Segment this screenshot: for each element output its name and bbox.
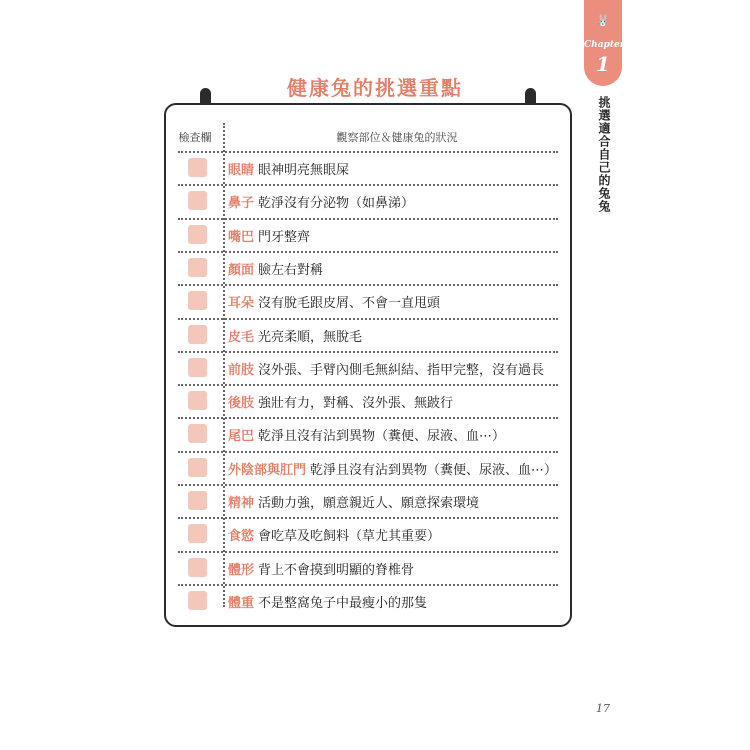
row-label — [228, 292, 440, 311]
body-part: 後肢 — [228, 396, 255, 412]
row-label — [228, 192, 414, 211]
body-part: 精神 — [228, 496, 255, 511]
health-condition: 門牙整齊 — [258, 229, 311, 245]
table-header — [166, 125, 570, 149]
health-condition: 乾淨且沒有沾到異物（糞便、尿液、血⋯） — [310, 462, 558, 478]
check-box[interactable] — [188, 158, 207, 177]
check-box[interactable] — [188, 558, 207, 577]
chapter-label: Chapter — [584, 40, 625, 50]
body-part: 食慾 — [228, 529, 255, 545]
check-box[interactable] — [188, 258, 207, 277]
row-divider — [178, 417, 558, 419]
body-part: 皮毛 — [228, 329, 255, 345]
row-label — [228, 459, 557, 478]
chapter-number: 1 — [596, 52, 610, 76]
check-box[interactable] — [188, 291, 207, 310]
row-label — [228, 425, 505, 444]
row-label — [228, 226, 310, 245]
check-box[interactable] — [188, 391, 207, 410]
body-part: 體重 — [228, 595, 255, 611]
body-part: 鼻子 — [228, 196, 255, 212]
row-label — [228, 359, 544, 378]
row-label — [228, 392, 453, 411]
health-condition: 強壯有力，對稱、沒外張、無跛行 — [258, 396, 454, 412]
row-divider — [178, 184, 558, 186]
row-divider — [178, 151, 558, 153]
check-box[interactable] — [188, 225, 207, 244]
table-row — [166, 184, 570, 217]
row-divider — [178, 218, 558, 220]
row-label — [228, 492, 479, 511]
health-condition: 沒外張、手臂內側毛無糾結、指甲完整，沒有過長 — [258, 362, 545, 378]
body-part: 眼睛 — [228, 163, 255, 178]
header-check-column: 檢查欄 — [178, 131, 212, 144]
health-condition: 背上不會摸到明顯的脊椎骨 — [258, 562, 415, 578]
body-part: 耳朵 — [228, 296, 255, 312]
row-divider — [178, 551, 558, 553]
health-condition: 活動力強，願意親近人、願意探索環境 — [258, 496, 480, 511]
row-divider — [178, 251, 558, 253]
body-part: 體形 — [228, 562, 255, 578]
body-part: 顏面 — [228, 262, 255, 278]
health-condition: 乾淨沒有分泌物（如鼻涕） — [258, 196, 415, 212]
health-condition: 會吃草及吃飼料（草尤其重要） — [258, 529, 441, 545]
row-label — [228, 259, 323, 278]
row-divider — [178, 517, 558, 519]
check-box[interactable] — [188, 325, 207, 344]
checklist-board — [164, 103, 572, 627]
table-row — [166, 417, 570, 450]
row-divider — [178, 384, 558, 386]
check-box[interactable] — [188, 591, 207, 610]
table-row — [166, 484, 570, 517]
health-condition: 乾淨且沒有沾到異物（糞便、尿液、血⋯） — [258, 429, 506, 445]
header-description-column: 觀察部位＆健康兔的狀況 — [336, 131, 458, 144]
table-row — [166, 251, 570, 284]
table-row — [166, 151, 570, 184]
health-condition: 臉左右對稱 — [258, 262, 324, 278]
table-row — [166, 451, 570, 484]
check-box[interactable] — [188, 424, 207, 443]
body-part: 尾巴 — [228, 429, 255, 445]
body-part: 嘴巴 — [228, 229, 255, 245]
row-divider — [178, 484, 558, 486]
page-number: 17 — [596, 702, 610, 715]
table-row — [166, 218, 570, 251]
row-label — [228, 159, 349, 178]
health-condition: 不是整窩兔子中最瘦小的那隻 — [258, 595, 428, 611]
health-condition: 眼神明亮無眼屎 — [258, 163, 350, 178]
row-divider — [178, 584, 558, 586]
health-condition: 光亮柔順，無脫毛 — [258, 329, 363, 345]
table-row — [166, 284, 570, 317]
row-divider — [178, 351, 558, 353]
check-box[interactable] — [188, 524, 207, 543]
row-label — [228, 525, 440, 544]
body-part: 外陰部與肛門 — [228, 462, 307, 478]
row-label — [228, 326, 362, 345]
check-box[interactable] — [188, 491, 207, 510]
row-divider — [178, 451, 558, 453]
body-part: 前肢 — [228, 362, 255, 378]
table-row — [166, 351, 570, 384]
page-title: 健康兔的挑選重點 — [287, 76, 463, 100]
table-row — [166, 551, 570, 584]
row-label — [228, 559, 414, 578]
row-divider — [178, 318, 558, 320]
check-box[interactable] — [188, 191, 207, 210]
table-row — [166, 318, 570, 351]
check-box[interactable] — [188, 458, 207, 477]
table-row — [166, 384, 570, 417]
health-condition: 沒有脫毛跟皮屑、不會一直甩頭 — [258, 296, 441, 312]
side-chapter-title: 挑選適合自己的兔兔 — [597, 96, 611, 213]
table-row — [166, 517, 570, 550]
rabbit-icon: 🐰 — [596, 14, 610, 27]
row-divider — [178, 284, 558, 286]
chapter-tab — [584, 0, 625, 86]
check-box[interactable] — [188, 358, 207, 377]
row-label — [228, 592, 427, 611]
table-row — [166, 584, 570, 617]
